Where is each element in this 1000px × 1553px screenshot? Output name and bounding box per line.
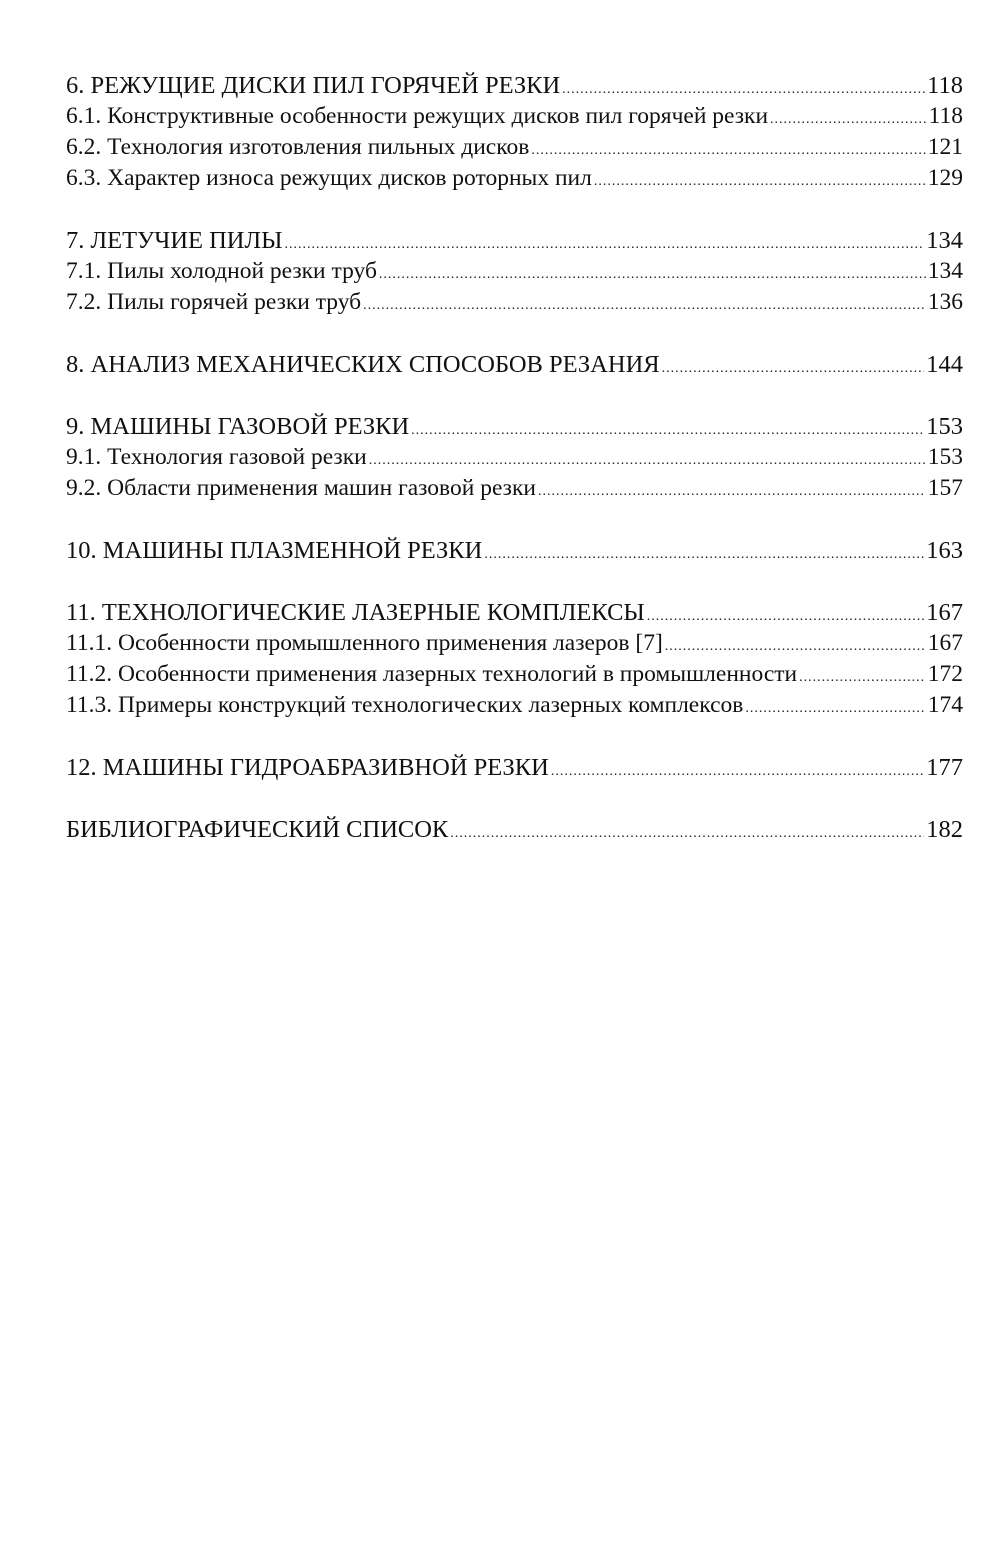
toc-item-row[interactable] (66, 256, 963, 287)
toc-item-row[interactable] (66, 690, 963, 721)
toc-page-number: 182 (926, 816, 963, 843)
toc-page-number: 136 (927, 289, 963, 315)
toc-page-number: 174 (927, 692, 963, 718)
toc-item-row[interactable] (66, 163, 963, 194)
toc-section-10 (66, 535, 963, 566)
toc-heading-row[interactable] (66, 411, 963, 442)
toc-dot-leader (594, 166, 926, 197)
toc-section-bibliography (66, 814, 963, 845)
toc-dot-leader (662, 353, 925, 384)
toc-item-title: 6.2. Технология изготовления пильных дисков (66, 134, 530, 160)
toc-heading-row[interactable] (66, 535, 963, 566)
toc-section-8 (66, 349, 963, 380)
toc-heading-row[interactable] (66, 70, 963, 101)
toc-item-row[interactable] (66, 132, 963, 163)
toc-page-number: 167 (926, 599, 963, 626)
toc-page-number: 134 (926, 227, 963, 254)
toc-page-number: 144 (926, 351, 963, 378)
toc-heading-title: БИБЛИОГРАФИЧЕСКИЙ СПИСОК (66, 816, 449, 843)
toc-page-number: 129 (927, 165, 963, 191)
toc-dot-leader (484, 539, 924, 570)
toc-heading-row[interactable] (66, 597, 963, 628)
toc-item-row[interactable] (66, 628, 963, 659)
toc-dot-leader (799, 662, 926, 693)
toc-heading-title: 10. МАШИНЫ ПЛАЗМЕННОЙ РЕЗКИ (66, 537, 483, 564)
toc-item-row[interactable] (66, 659, 963, 690)
toc-section-6 (66, 70, 963, 194)
toc-heading-title: 9. МАШИНЫ ГАЗОВОЙ РЕЗКИ (66, 413, 410, 440)
toc-item-title: 9.2. Области применения машин газовой резки (66, 475, 536, 501)
toc-heading-title: 11. ТЕХНОЛОГИЧЕСКИЕ ЛАЗЕРНЫЕ КОМПЛЕКСЫ (66, 599, 645, 626)
toc-dot-leader (745, 693, 925, 724)
toc-section-12 (66, 752, 963, 783)
toc-page-number: 118 (928, 103, 963, 129)
toc-page-number: 157 (927, 475, 963, 501)
toc-heading-row[interactable] (66, 349, 963, 380)
toc-heading-row[interactable] (66, 814, 963, 845)
toc-dot-leader (411, 415, 924, 446)
toc-dot-leader (770, 104, 927, 135)
toc-page-number: 153 (927, 444, 963, 470)
toc-item-row[interactable] (66, 473, 963, 504)
toc-item-row[interactable] (66, 287, 963, 318)
toc-item-title: 9.1. Технология газовой резки (66, 444, 367, 470)
toc-item-title: 6.3. Характер износа режущих дисков роторных пил (66, 165, 592, 191)
table-of-contents (66, 70, 963, 845)
toc-section-11 (66, 597, 963, 721)
toc-dot-leader (531, 135, 925, 166)
toc-heading-title: 8. АНАЛИЗ МЕХАНИЧЕСКИХ СПОСОБОВ РЕЗАНИЯ (66, 351, 660, 378)
toc-page-number: 118 (927, 72, 963, 99)
toc-section-7 (66, 225, 963, 318)
toc-page-number: 134 (927, 258, 963, 284)
toc-dot-leader (538, 476, 926, 507)
toc-page-number: 167 (927, 630, 963, 656)
toc-item-title: 11.1. Особенности промышленного применения лазеров [7] (66, 630, 663, 656)
toc-dot-leader (379, 259, 926, 290)
toc-page-number: 153 (926, 413, 963, 440)
toc-item-row[interactable] (66, 101, 963, 132)
toc-heading-title: 12. МАШИНЫ ГИДРОАБРАЗИВНОЙ РЕЗКИ (66, 754, 549, 781)
toc-dot-leader (665, 631, 926, 662)
toc-dot-leader (363, 290, 926, 321)
toc-item-title: 7.2. Пилы горячей резки труб (66, 289, 362, 315)
toc-dot-leader (284, 229, 924, 260)
toc-dot-leader (369, 445, 926, 476)
toc-item-title: 7.1. Пилы холодной резки труб (66, 258, 377, 284)
toc-page-number: 121 (927, 134, 963, 160)
toc-heading-row[interactable] (66, 752, 963, 783)
toc-dot-leader (647, 601, 924, 632)
toc-item-title: 11.2. Особенности применения лазерных технологий в промышленности (66, 661, 798, 687)
toc-item-row[interactable] (66, 442, 963, 473)
toc-section-9 (66, 411, 963, 504)
toc-page-number: 172 (927, 661, 963, 687)
toc-page-number: 163 (926, 537, 963, 564)
toc-item-title: 6.1. Конструктивные особенности режущих дисков пил горячей резки (66, 103, 769, 129)
toc-dot-leader (450, 818, 924, 849)
toc-heading-title: 6. РЕЖУЩИЕ ДИСКИ ПИЛ ГОРЯЧЕЙ РЕЗКИ (66, 72, 561, 99)
toc-heading-row[interactable] (66, 225, 963, 256)
toc-page-number: 177 (926, 754, 963, 781)
toc-heading-title: 7. ЛЕТУЧИЕ ПИЛЫ (66, 227, 283, 254)
toc-dot-leader (551, 756, 924, 787)
toc-item-title: 11.3. Примеры конструкций технологических лазерных комплексов (66, 692, 744, 718)
